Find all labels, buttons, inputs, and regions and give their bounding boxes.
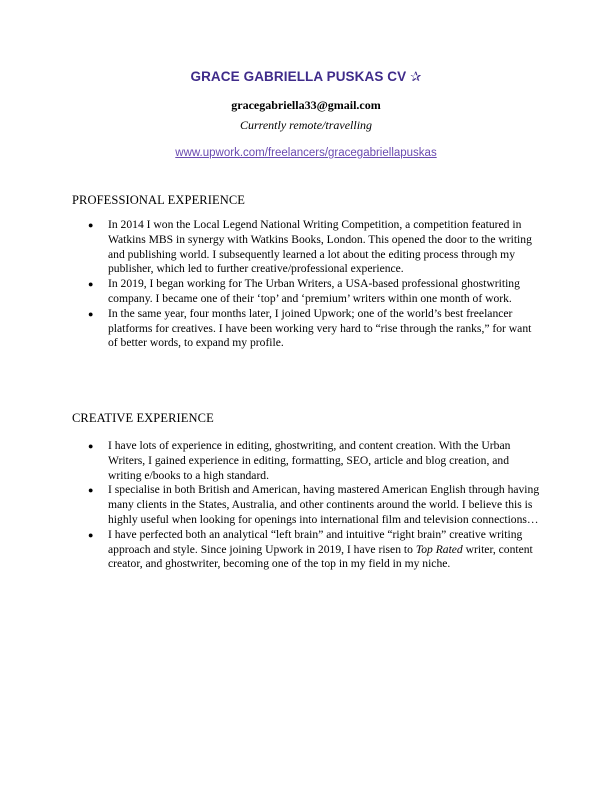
list-item-text: In 2014 I won the Local Legend National Writing Competition, a competition featured in Watkins MBS in synergy with Watkins Books, London. This opened the door to the writing and publishing world. I subsequently learned a lot about the editing process through my publisher, which led to further creative/professional experience. <box>108 218 532 276</box>
list-item-text: In 2019, I began working for The Urban Writers, a USA-based professional ghostwriting company. I became one of their ‘top’ and ‘premium’ writers within one month of work. <box>108 277 520 305</box>
creative-experience-heading: CREATIVE EXPERIENCE <box>72 411 214 425</box>
professional-experience-list <box>72 218 542 351</box>
top-rated-emphasis: Top Rated <box>415 542 463 556</box>
list-item <box>72 218 542 277</box>
professional-experience-heading: PROFESSIONAL EXPERIENCE <box>72 193 246 207</box>
list-item-text: I have perfected both an analytical “left brain” and intuitive “right brain” creative writing approach and style. Since joining Upwork in 2019, I have risen to Top Rated writer, content creator, and ghostwriter, becoming one of the top in my field in my niche. <box>108 527 533 571</box>
list-item-text: I have lots of experience in editing, ghostwriting, and content creation. With the Urban Writers, I gained experience in editing, formatting, SEO, article and blog creation, and writing e/books to a high standard. <box>108 439 511 482</box>
bullet-icon: ● <box>88 279 94 290</box>
list-item <box>72 307 542 351</box>
list-item-text: In the same year, four months later, I joined Upwork; one of the world’s best freelancer platforms for creatives. I have been working very hard to “rise through the ranks,” for want of better words, to expand my profile. <box>108 306 532 350</box>
upwork-link-wrapper <box>0 147 612 159</box>
upwork-profile-link[interactable]: www.upwork.com/freelancers/gracegabriellapuskas <box>175 147 437 159</box>
list-item-text: I specialise in both British and American, having mastered American English through having many clients in the States, Australia, and other continents around the world. I believe this is highly useful when looking for openings into international film and television connections… <box>108 483 540 526</box>
contact-email: gracegabriella33@gmail.com <box>231 98 381 112</box>
list-item <box>72 439 542 483</box>
creative-experience-list <box>72 439 542 572</box>
bullet-icon: ● <box>88 485 94 496</box>
cv-title: GRACE GABRIELLA PUSKAS CV ✰ <box>190 69 422 84</box>
bullet-icon: ● <box>88 529 94 540</box>
bullet-icon: ● <box>88 441 94 451</box>
list-item <box>72 277 542 307</box>
location-note: Currently remote/travelling <box>239 118 373 132</box>
list-item <box>72 483 542 527</box>
bullet-icon: ● <box>88 220 94 230</box>
list-item <box>72 528 542 572</box>
bullet-icon: ● <box>88 308 94 319</box>
